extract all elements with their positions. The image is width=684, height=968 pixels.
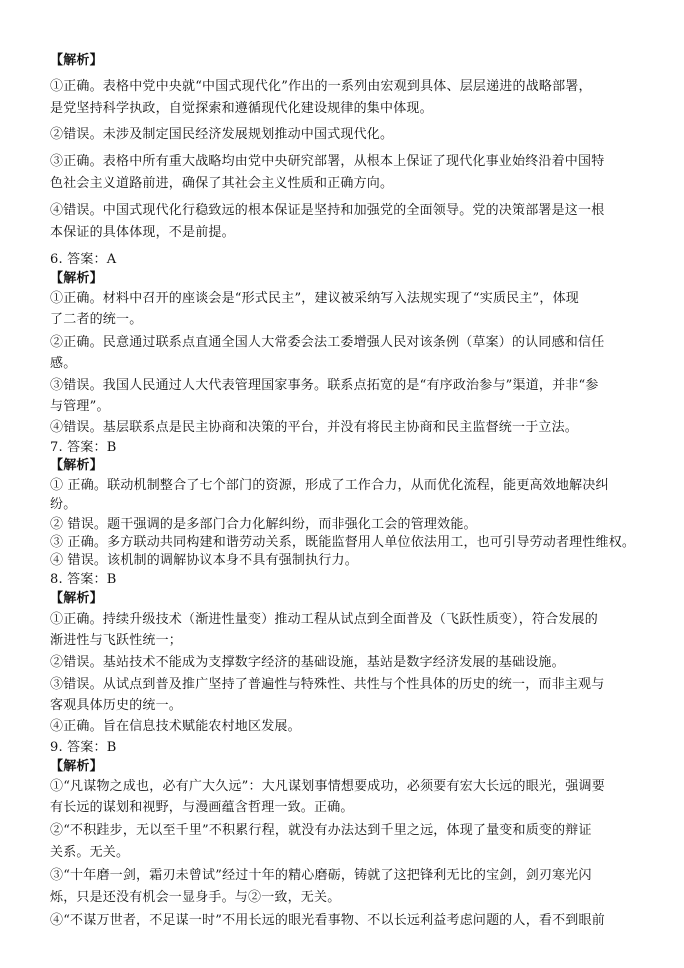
text-line: ③ 正确。多方联动共同构建和谐劳动关系，既能监督用人单位依法用工，也可引导劳动者理性维权。 [50, 535, 636, 550]
analysis-heading: 【解析】 [50, 591, 103, 606]
text-line: ③错误。我国人民通过人大代表管理国家事务。联系点拓宽的是“有序政治参与”渠道，并非“参 [50, 378, 599, 393]
answer-line: 6. 答案：A [50, 252, 117, 267]
text-line: 本保证的具体体现，不是前提。 [50, 225, 235, 240]
text-line: ①“凡谋物之成也，必有广大久远”：大凡谋划事情想要成功，必须要有宏大长远的眼光，强调要 [50, 779, 605, 794]
text-line: ② 错误。题干强调的是多部门合力化解纠纷，而非强化工会的管理效能。 [50, 517, 477, 532]
text-line: ④错误。中国式现代化行稳致远的根本保证是坚持和加强党的全面领导。党的决策部署是这一根 [50, 203, 605, 218]
analysis-heading: 【解析】 [50, 458, 103, 473]
analysis-heading: 【解析】 [50, 53, 103, 68]
text-line: 纷。 [50, 497, 77, 512]
answer-line: 9. 答案：B [50, 740, 117, 755]
answer-line: 7. 答案：B [50, 440, 117, 455]
text-line: 了二者的统一。 [50, 312, 143, 327]
text-line: ③“十年磨一剑，霜刃未曾试”经过十年的精心磨砺，铸就了这把锋利无比的宝剑，剑刃寒光闪 [50, 868, 592, 883]
text-line: 色社会主义道路前进，确保了其社会主义性质和正确方向。 [50, 176, 394, 191]
answer-line: 8. 答案：B [50, 572, 117, 587]
text-line: ①正确。材料中召开的座谈会是“形式民主”，建议被采纳写入法规实现了“实质民主”，体现 [50, 291, 579, 306]
text-line: 渐进性与飞跃性统一； [50, 633, 183, 648]
text-line: 是党坚持科学执政，自觉探索和遵循现代化建设规律的集中体现。 [50, 101, 433, 116]
text-line: ②错误。基站技术不能成为支撑数字经济的基础设施，基站是数字经济发展的基础设施。 [50, 655, 565, 670]
text-line: ① 正确。联动机制整合了七个部门的资源，形成了工作合力，从而优化流程，能更高效地解决纠 [50, 478, 609, 493]
text-line: ③正确。表格中所有重大战略均由党中央研究部署，从根本上保证了现代化事业始终沿着中国特 [50, 154, 605, 169]
text-line: 烁，只是还没有机会一显身手。与②一致，无关。 [50, 890, 341, 905]
text-line: ②“不积跬步，无以至千里”不积累行程，就没有办法达到千里之远，体现了量变和质变的辩证 [50, 823, 592, 838]
text-line: 有长远的谋划和视野，与漫画蕴含哲理一致。正确。 [50, 800, 354, 815]
text-line: 关系。无关。 [50, 845, 130, 860]
text-line: ②正确。民意通过联系点直通全国人大常委会法工委增强人民对该条例（草案）的认同感和信任 [50, 335, 605, 350]
text-line: ④错误。基层联系点是民主协商和决策的平台，并没有将民主协商和民主监督统一于立法。 [50, 420, 579, 435]
text-line: 与管理”。 [50, 399, 110, 414]
text-line: 客观具体历史的统一。 [50, 698, 183, 713]
text-line: ④正确。旨在信息技术赋能农村地区发展。 [50, 719, 301, 734]
text-line: ③错误。从试点到普及推广坚持了普遍性与特殊性、共性与个性具体的历史的统一，而非主观与 [50, 677, 605, 692]
text-line: 感。 [50, 356, 77, 371]
text-line: ②错误。未涉及制定国民经济发展规划推动中国式现代化。 [50, 127, 394, 142]
text-line: ①正确。持续升级技术（渐进性量变）推动工程从试点到全面普及（飞跃性质变），符合发展的 [50, 612, 598, 627]
analysis-heading: 【解析】 [50, 759, 103, 774]
text-line: ①正确。表格中党中央就“中国式现代化”作出的一系列由宏观到具体、层层递进的战略部署， [50, 79, 592, 94]
text-line: ④“不谋万世者，不足谋一时”不用长远的眼光看事物、不以长远利益考虑问题的人，看不到眼前 [50, 913, 605, 928]
analysis-heading: 【解析】 [50, 271, 103, 286]
text-line: ④ 错误。该机制的调解协议本身不具有强制执行力。 [50, 553, 358, 568]
